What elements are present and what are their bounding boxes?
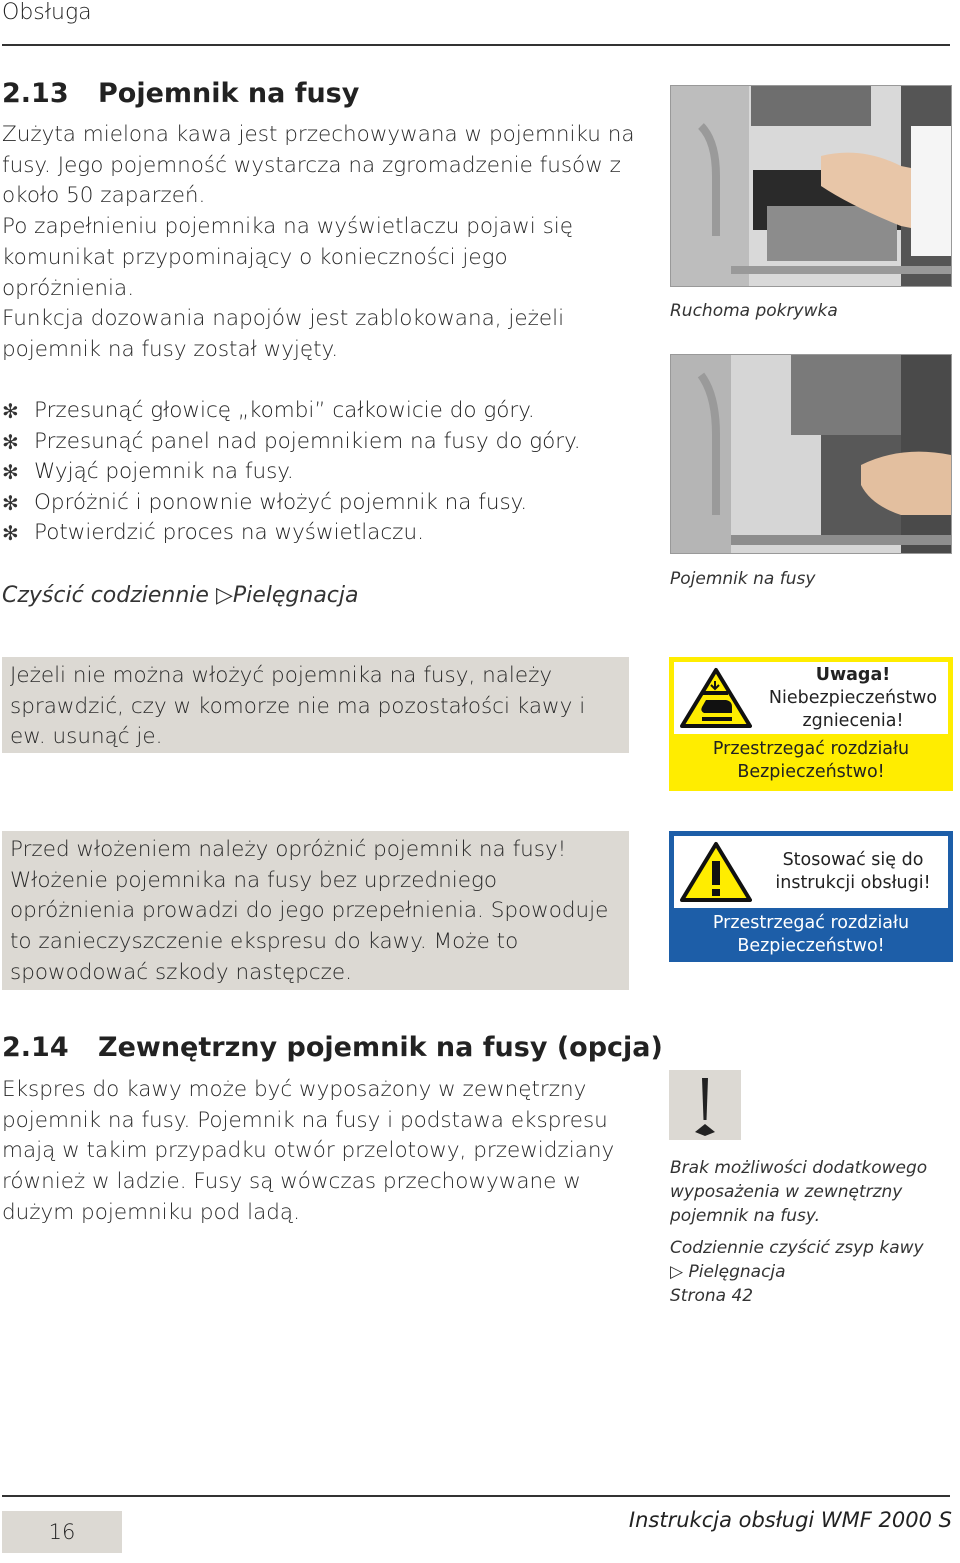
side-note (670, 1156, 940, 1308)
warning-manual-text: Stosować się do instrukcji obsługi! (775, 850, 931, 893)
arrow-right-icon: ▷ (215, 583, 233, 608)
page-number: 16 (2, 1511, 122, 1553)
intro-paragraph: Po zapełnieniu pojemnika na wyświetlaczu pojawi się komunikat przypominający o konieczności jego opróżnienia. (2, 214, 573, 301)
step-bullet-icon: ✻ (2, 399, 19, 423)
footer-rule (2, 1495, 950, 1497)
crush-hazard-icon (674, 667, 758, 729)
warning-manual-footer: Przestrzegać rozdziału Bezpieczeństwo! (712, 913, 910, 956)
step-bullet-icon: ✻ (2, 429, 19, 454)
step-item: ✻ Wyjąć pojemnik na fusy. (2, 457, 581, 488)
header-rule (2, 44, 950, 46)
reference-link[interactable]: Pielęgnacja (688, 1262, 786, 1282)
section-number: 2.14 (2, 1032, 69, 1063)
warning-crush-inner (674, 662, 948, 734)
page-reference: Strona 42 (670, 1286, 754, 1306)
photo-grounds-container (670, 354, 952, 554)
figure-caption: Ruchoma pokrywka (670, 301, 838, 321)
section-title: Zewnętrzny pojemnik na fusy (opcja) (98, 1032, 663, 1063)
exclamation-warning-icon (674, 841, 758, 903)
intro-paragraph: Funkcja dozowania napojów jest zablokowana, jeżeli pojemnik na fusy został wyjęty. (2, 306, 565, 362)
section-heading-2-13 (2, 78, 359, 109)
step-bullet-icon: ✻ (2, 521, 19, 545)
step-item: ✻ Opróżnić i ponownie włożyć pojemnik na fusy. (2, 488, 581, 519)
intro-paragraph: Zużyta mielona kawa jest przechowywana w pojemniku na fusy. Jego pojemność wystarcza na zgromadzenie fusów z około 50 zaparzeń. (2, 122, 635, 209)
warning-manual-box (669, 831, 953, 962)
step-item: ✻ Przesunąć panel nad pojemnikiem na fusy do góry. (2, 427, 581, 458)
figure-caption: Pojemnik na fusy (670, 569, 816, 589)
note-text: Jeżeli nie można włożyć pojemnika na fusy, należy sprawdzić, czy w komorze nie ma pozostałości kawy i ew. usunąć je. (10, 663, 586, 750)
note-box-insert (2, 657, 629, 753)
coffee-machine-cover-image (671, 86, 951, 286)
warning-crush-text: Uwaga! Niebezpieczeństwo zgniecenia! (758, 664, 948, 733)
grounds-container-image (671, 355, 951, 553)
cross-reference: Czyścić codziennie ▷Pielęgnacja (2, 583, 359, 608)
step-bullet-icon: ✻ (2, 460, 19, 484)
warning-manual-inner (674, 836, 948, 908)
step-item: ✻ Przesunąć głowicę „kombi” całkowicie do góry. (2, 396, 581, 427)
section-14-paragraph: Ekspres do kawy może być wyposażony w zewnętrzny pojemnik na fusy. Pojemnik na fusy i podstawa ekspresu mają w takim przypadku otwór przelotowy, przewidziany również w ladzie. Fusy są wówczas przechowywane w dużym pojemniku pod ladą. (2, 1077, 615, 1225)
section-title: Pojemnik na fusy (98, 78, 360, 109)
section-intro (2, 120, 642, 366)
manual-title: Instrukcja obsługi WMF 2000 S (628, 1508, 952, 1532)
warning-crush-box (669, 657, 953, 791)
warning-crush-footer: Przestrzegać rozdziału Bezpieczeństwo! (712, 739, 910, 782)
reference-link[interactable]: Pielęgnacja (232, 583, 359, 608)
side-note-text: Brak możliwości dodatkowego wyposażenia w zewnętrzny pojemnik na fusy. (670, 1158, 928, 1226)
section-14-body (2, 1075, 622, 1229)
step-list (2, 396, 581, 549)
section-number: 2.13 (2, 78, 69, 109)
warning-heading: Uwaga! (815, 664, 891, 685)
note-box-empty-first (2, 831, 629, 990)
page-header-title: Obsługa (2, 0, 92, 25)
step-item: ✻ Potwierdzić proces na wyświetlaczu. (2, 518, 581, 549)
note-text: Przed włożeniem należy opróżnić pojemnik na fusy! Włożenie pojemnika na fusy bez uprzedniego opróżnienia prowadzi do jego przepełnienia. Spowoduje to zanieczyszczenie ekspresu do kawy. Może to spowodować szkody następcze. (10, 837, 609, 985)
exclamation-icon (669, 1070, 741, 1140)
section-heading-2-14 (2, 1032, 663, 1063)
photo-movable-cover (670, 85, 952, 287)
arrow-right-icon: ▷ (670, 1262, 684, 1282)
side-note-ref: Codziennie czyścić zsyp kawy ▷ Pielęgnacja Strona 42 (670, 1236, 940, 1308)
step-bullet-icon: ✻ (2, 490, 19, 515)
